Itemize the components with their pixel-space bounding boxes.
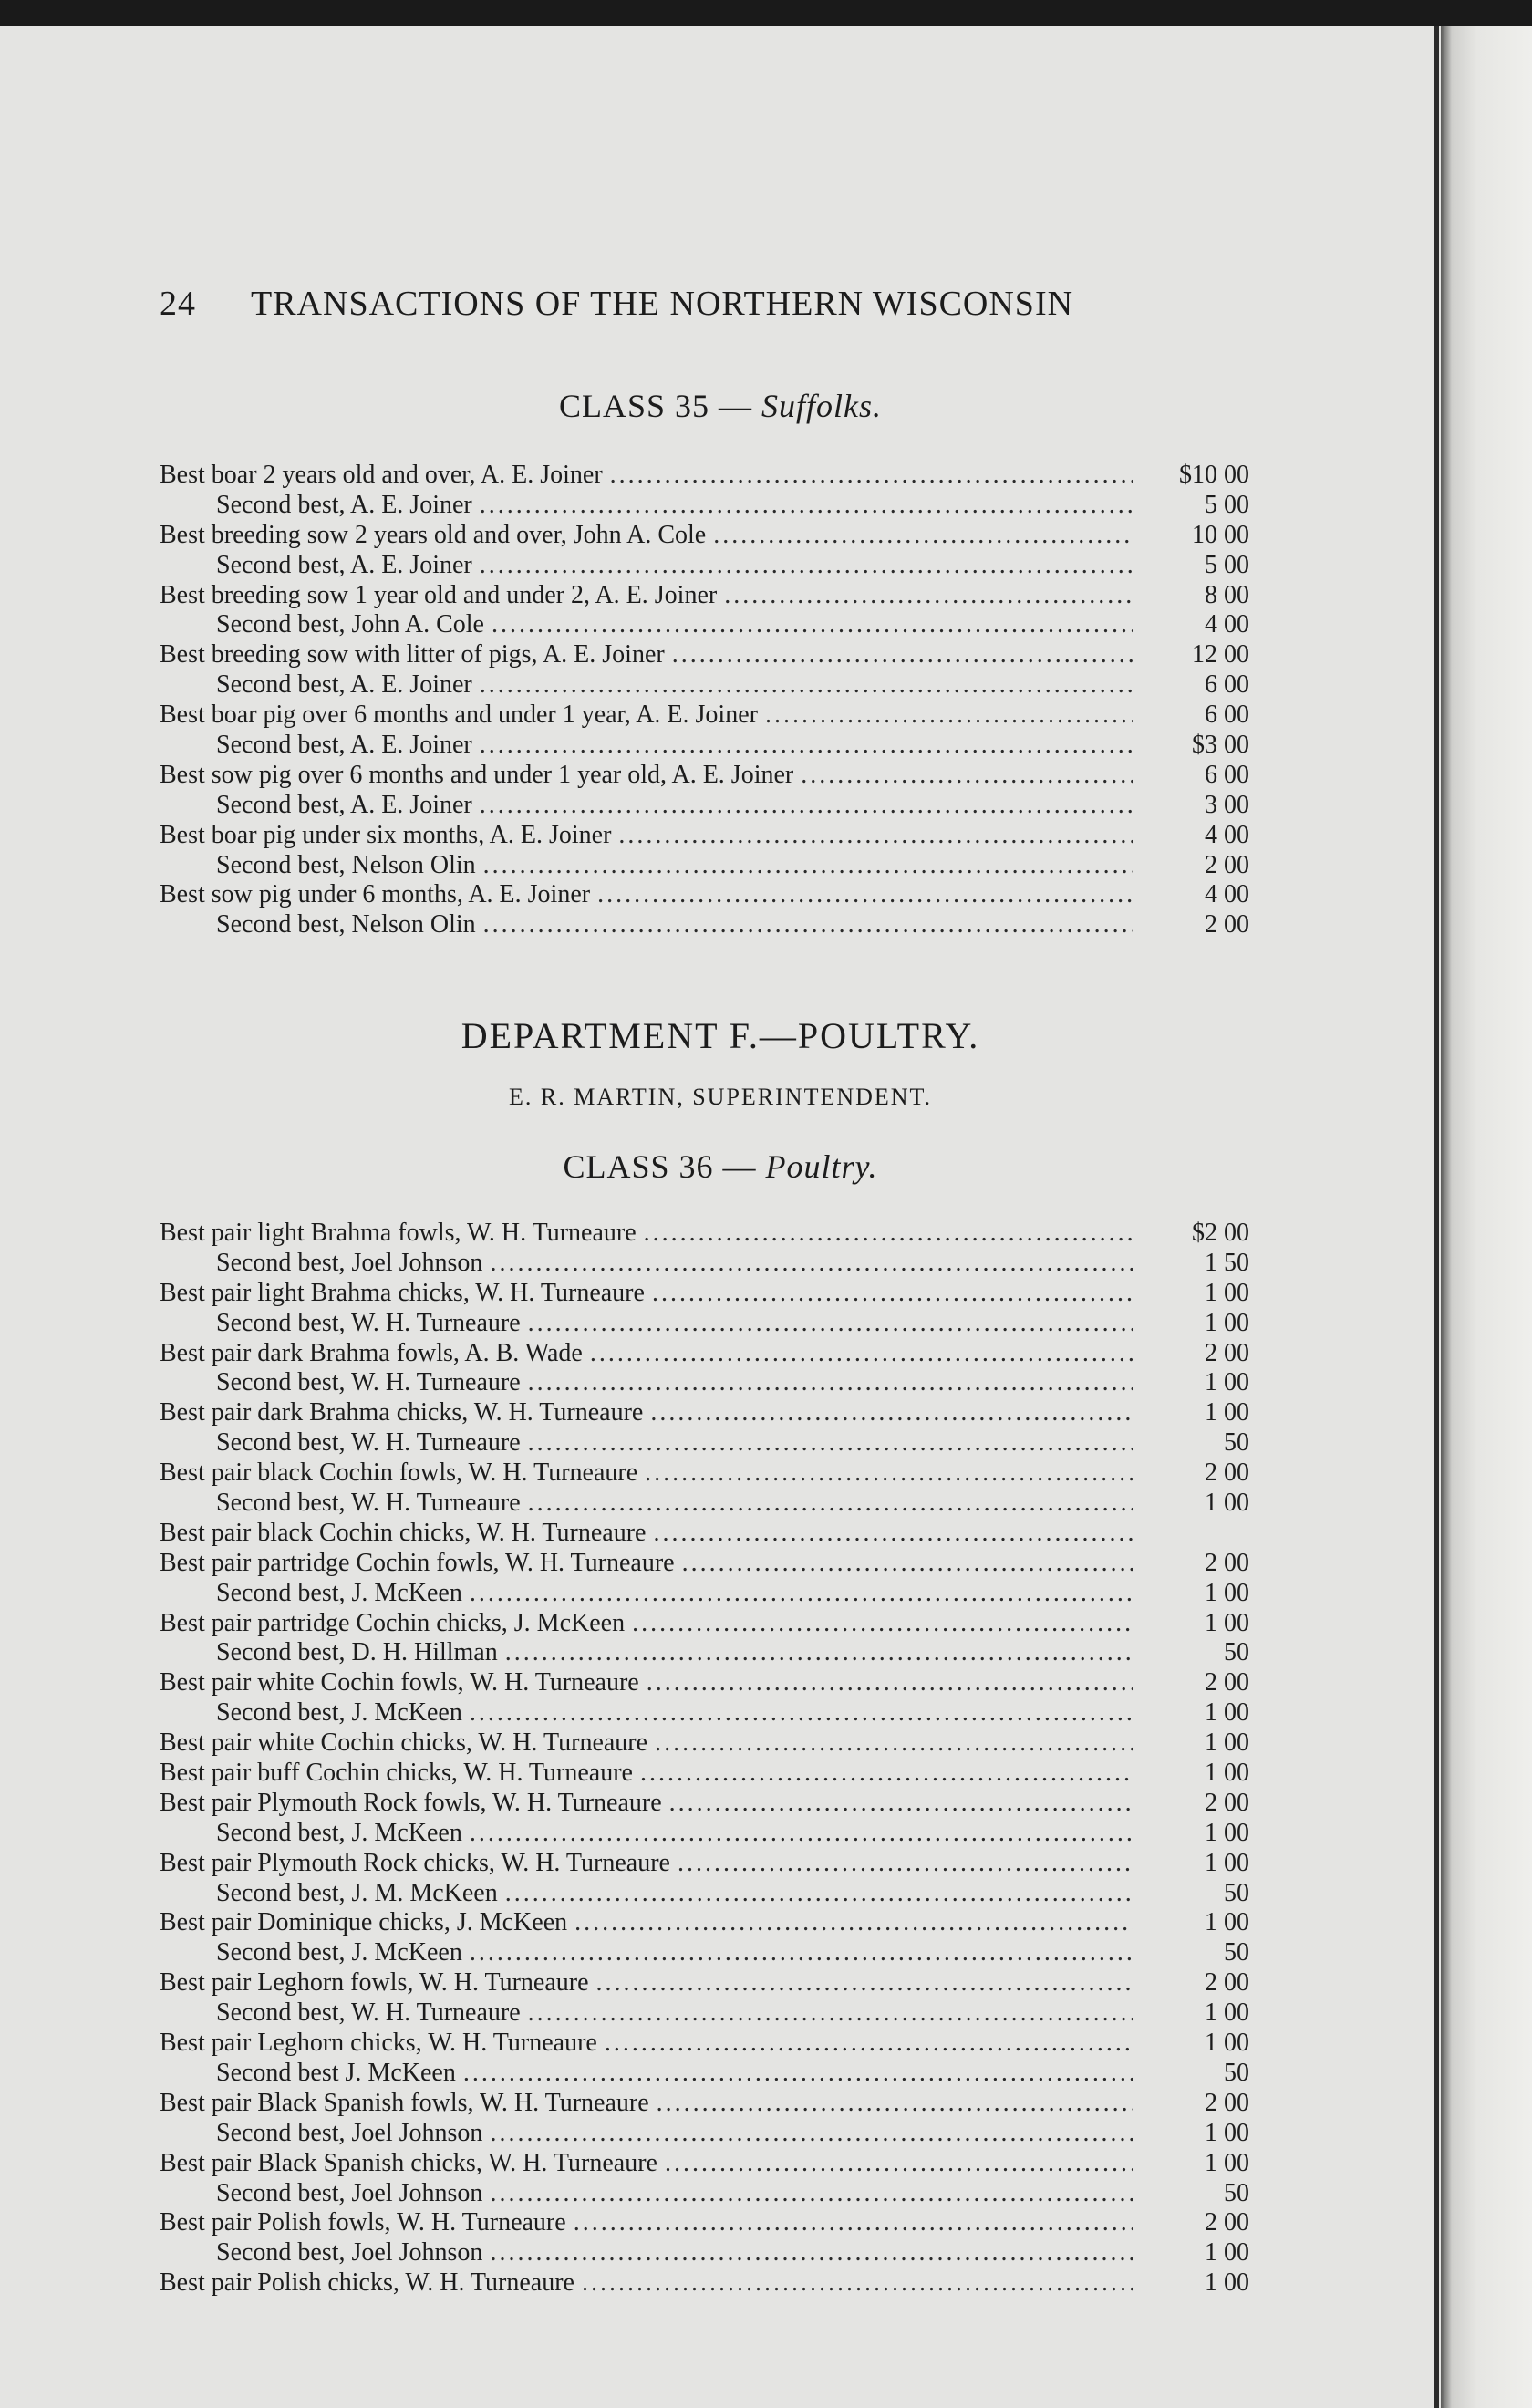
entry-label: Second best, J. M. McKeen xyxy=(216,1878,498,1907)
leader-dots xyxy=(596,1968,1133,1998)
entry-label: Second best, John A. Cole xyxy=(216,610,484,639)
premium-entry xyxy=(160,791,1249,821)
leader-dots xyxy=(640,1759,1133,1789)
entry-amount: 1 00 xyxy=(1205,1759,1249,1788)
entry-amount: 1 00 xyxy=(1205,1818,1249,1847)
entry-label: Second best, Joel Johnson xyxy=(216,2178,483,2207)
leader-dots xyxy=(650,1398,1133,1428)
entry-amount: 1 00 xyxy=(1205,1489,1249,1518)
entry-amount: 2 00 xyxy=(1205,1668,1249,1697)
entry-amount: 2 00 xyxy=(1205,2088,1249,2117)
entry-label: Second best J. McKeen xyxy=(216,2058,456,2087)
entry-amount: 4 00 xyxy=(1205,820,1249,849)
entry-label: Second best, W. H. Turneaure xyxy=(216,1308,521,1337)
leader-dots xyxy=(765,701,1133,731)
premium-entry xyxy=(160,1339,1249,1369)
entry-amount: 1 00 xyxy=(1205,1398,1249,1427)
leader-dots xyxy=(483,851,1133,881)
leader-dots xyxy=(528,1309,1133,1339)
entry-amount: 6 00 xyxy=(1205,670,1249,700)
entry-amount: 2 00 xyxy=(1205,2208,1249,2237)
entry-label: Second best, D. H. Hillman xyxy=(216,1638,498,1667)
premium-entry xyxy=(160,1519,1249,1549)
class-36-heading: CLASS 36 — Poultry. xyxy=(563,1148,878,1185)
entry-label: Best pair Leghorn chicks, W. H. Turneaure xyxy=(160,2029,597,2058)
entry-amount: 1 00 xyxy=(1205,1368,1249,1397)
superintendent-line: E. R. MARTIN, SUPERINTENDENT. xyxy=(509,1084,932,1110)
premium-entry xyxy=(160,761,1249,791)
page-number: 24 xyxy=(160,285,196,323)
leader-dots xyxy=(490,2179,1133,2209)
entry-label: Best pair black Cochin fowls, W. H. Turneaure xyxy=(160,1458,638,1488)
entry-label: Second best, A. E. Joiner xyxy=(216,490,472,519)
premium-entry xyxy=(160,1309,1249,1339)
entry-label: Best breeding sow 1 year old and under 2, A. E. Joiner xyxy=(160,580,718,609)
entry-label: Best pair light Brahma chicks, W. H. Turneaure xyxy=(160,1278,645,1307)
entry-amount: 1 00 xyxy=(1205,1998,1249,2028)
entry-amount: 4 00 xyxy=(1205,880,1249,909)
premium-entry xyxy=(160,2238,1249,2268)
leader-dots xyxy=(480,670,1133,701)
premium-entry xyxy=(160,1938,1249,1968)
entry-amount: 1 00 xyxy=(1205,2268,1249,2298)
running-header xyxy=(160,284,1217,324)
premium-entry xyxy=(160,551,1249,581)
entry-amount: $10 00 xyxy=(1179,461,1249,489)
premium-entry xyxy=(160,1489,1249,1519)
leader-dots xyxy=(597,880,1133,910)
entry-amount: 50 xyxy=(1224,2178,1249,2207)
entry-label: Best pair white Cochin fowls, W. H. Turneaure xyxy=(160,1668,639,1697)
book-page xyxy=(0,26,1441,2408)
premium-entry xyxy=(160,1638,1249,1668)
premium-entry xyxy=(160,2059,1249,2089)
entry-amount: 2 00 xyxy=(1205,1968,1249,1998)
entry-amount: $2 00 xyxy=(1192,1219,1249,1247)
entry-amount: 4 00 xyxy=(1205,610,1249,639)
premium-entry xyxy=(160,670,1249,701)
entry-amount: 6 00 xyxy=(1205,760,1249,789)
entry-label: Best breeding sow 2 years old and over, John A. Cole xyxy=(160,520,707,549)
leader-dots xyxy=(470,1938,1133,1968)
entry-amount: 1 00 xyxy=(1205,2029,1249,2058)
entry-label: Best boar pig under six months, A. E. Joiner xyxy=(160,820,612,849)
entry-label: Best pair Leghorn fowls, W. H. Turneaure xyxy=(160,1968,589,1998)
binding-shadow xyxy=(1434,26,1439,2408)
entry-label: Second best, J. McKeen xyxy=(216,1578,462,1607)
entry-label: Best pair Plymouth Rock fowls, W. H. Turneaure xyxy=(160,1788,662,1817)
entry-amount: 5 00 xyxy=(1205,490,1249,519)
leader-dots xyxy=(505,1638,1133,1668)
premium-entry xyxy=(160,1219,1249,1249)
entry-label: Best pair dark Brahma chicks, W. H. Turneaure xyxy=(160,1398,644,1427)
page-edge xyxy=(1441,26,1532,2408)
leader-dots xyxy=(647,1668,1133,1698)
entry-label: Best sow pig over 6 months and under 1 year old, A. E. Joiner xyxy=(160,760,794,789)
premium-entry xyxy=(160,1789,1249,1819)
leader-dots xyxy=(678,1849,1133,1879)
entry-label: Best pair Black Spanish fowls, W. H. Turneaure xyxy=(160,2088,649,2117)
premium-entry xyxy=(160,1908,1249,1938)
premium-entry xyxy=(160,2268,1249,2299)
entry-amount: 50 xyxy=(1224,2058,1249,2087)
entry-label: Best pair white Cochin chicks, W. H. Turneaure xyxy=(160,1728,648,1758)
leader-dots xyxy=(645,1458,1133,1489)
premium-entry xyxy=(160,521,1249,551)
leader-dots xyxy=(682,1549,1133,1579)
entry-label: Second best, W. H. Turneaure xyxy=(216,1489,521,1518)
entry-amount: 1 00 xyxy=(1205,1698,1249,1728)
leader-dots xyxy=(490,1249,1133,1279)
leader-dots xyxy=(582,2268,1133,2299)
entry-amount: 50 xyxy=(1224,1938,1249,1967)
entry-amount: 12 00 xyxy=(1192,640,1249,669)
premium-entry xyxy=(160,731,1249,761)
entry-amount: 1 00 xyxy=(1205,2118,1249,2147)
entry-amount: 8 00 xyxy=(1205,580,1249,609)
entry-label: Best pair Dominique chicks, J. McKeen xyxy=(160,1908,568,1937)
leader-dots xyxy=(653,1519,1133,1549)
premium-entry xyxy=(160,1879,1249,1909)
entry-amount: 2 00 xyxy=(1205,1548,1249,1577)
leader-dots xyxy=(801,761,1133,791)
premium-entry xyxy=(160,640,1249,670)
entry-amount: 1 00 xyxy=(1205,2238,1249,2268)
leader-dots xyxy=(669,1789,1133,1819)
entry-label: Best pair buff Cochin chicks, W. H. Turneaure xyxy=(160,1759,633,1788)
leader-dots xyxy=(574,2208,1133,2238)
premium-entry xyxy=(160,701,1249,731)
entry-label: Second best, J. McKeen xyxy=(216,1938,462,1967)
entry-label: Second best, J. McKeen xyxy=(216,1698,462,1728)
entry-amount: 1 00 xyxy=(1205,1908,1249,1937)
premium-entry xyxy=(160,2089,1249,2119)
leader-dots xyxy=(605,2029,1133,2059)
entry-label: Best boar 2 years old and over, A. E. Joiner xyxy=(160,461,603,489)
premium-entry xyxy=(160,1728,1249,1759)
entry-label: Second best, Nelson Olin xyxy=(216,850,476,879)
entry-label: Second best, W. H. Turneaure xyxy=(216,1368,521,1397)
entry-amount: 1 00 xyxy=(1205,1848,1249,1877)
leader-dots xyxy=(657,2089,1133,2119)
premium-entry xyxy=(160,1698,1249,1728)
premium-entry xyxy=(160,610,1249,640)
leader-dots xyxy=(470,1698,1133,1728)
entry-amount: 1 00 xyxy=(1205,2148,1249,2177)
leader-dots xyxy=(665,2149,1133,2179)
entry-label: Best pair light Brahma fowls, W. H. Turneaure xyxy=(160,1219,637,1247)
entry-amount: 2 00 xyxy=(1205,1338,1249,1367)
leader-dots xyxy=(574,1908,1133,1938)
entry-amount: 6 00 xyxy=(1205,701,1249,730)
entry-label: Second best, A. E. Joiner xyxy=(216,670,472,700)
leader-dots xyxy=(480,551,1133,581)
premium-entry xyxy=(160,1759,1249,1789)
entry-label: Best pair dark Brahma fowls, A. B. Wade xyxy=(160,1338,583,1367)
entry-label: Best breeding sow with litter of pigs, A. E. Joiner xyxy=(160,640,665,669)
entry-amount: 5 00 xyxy=(1205,550,1249,579)
premium-entry xyxy=(160,2208,1249,2238)
entry-label: Best pair black Cochin chicks, W. H. Turneaure xyxy=(160,1518,647,1547)
premium-entry xyxy=(160,2149,1249,2179)
premium-entry xyxy=(160,2119,1249,2149)
entry-label: Best pair Polish chicks, W. H. Turneaure xyxy=(160,2268,574,2298)
entry-label: Second best, Joel Johnson xyxy=(216,2118,483,2147)
premium-entry xyxy=(160,1249,1249,1279)
entry-label: Second best, A. E. Joiner xyxy=(216,790,472,819)
leader-dots xyxy=(644,1219,1133,1249)
premium-entry xyxy=(160,1549,1249,1579)
entry-label: Best pair partridge Cochin chicks, J. McKeen xyxy=(160,1608,626,1637)
leader-dots xyxy=(483,910,1133,940)
leader-dots xyxy=(480,791,1133,821)
leader-dots xyxy=(713,521,1133,551)
entry-label: Second best, Joel Johnson xyxy=(216,2238,483,2268)
leader-dots xyxy=(470,1579,1133,1609)
leader-dots xyxy=(652,1279,1133,1309)
premium-entry xyxy=(160,1458,1249,1489)
entry-label: Best pair Black Spanish chicks, W. H. Turneaure xyxy=(160,2148,657,2177)
leader-dots xyxy=(480,491,1133,521)
premium-entry xyxy=(160,1609,1249,1639)
premium-entry xyxy=(160,461,1249,491)
class-35-heading: CLASS 35 — Suffolks. xyxy=(558,388,883,424)
premium-entry xyxy=(160,1428,1249,1458)
premium-entry xyxy=(160,491,1249,521)
premium-entry xyxy=(160,1998,1249,2029)
class-35-premium-list xyxy=(160,461,1249,940)
premium-entry xyxy=(160,581,1249,611)
entry-amount: 2 00 xyxy=(1205,1458,1249,1488)
leader-dots xyxy=(618,821,1133,851)
premium-entry xyxy=(160,851,1249,881)
leader-dots xyxy=(490,2119,1133,2149)
leader-dots xyxy=(528,1489,1133,1519)
entry-label: Second best, A. E. Joiner xyxy=(216,731,472,760)
entry-amount: 1 00 xyxy=(1205,1728,1249,1758)
leader-dots xyxy=(528,1428,1133,1458)
leader-dots xyxy=(590,1339,1133,1369)
entry-amount: 1 00 xyxy=(1205,1578,1249,1607)
entry-amount: 50 xyxy=(1224,1878,1249,1907)
entry-amount: 50 xyxy=(1224,1428,1249,1458)
leader-dots xyxy=(463,2059,1133,2089)
class-36-premium-list xyxy=(160,1219,1249,2299)
leader-dots xyxy=(610,461,1133,491)
entry-amount: 50 xyxy=(1224,1638,1249,1667)
premium-entry xyxy=(160,1398,1249,1428)
leader-dots xyxy=(505,1879,1133,1909)
running-title: TRANSACTIONS OF THE NORTHERN WISCONSIN xyxy=(251,285,1074,323)
entry-amount: 3 00 xyxy=(1205,790,1249,819)
entry-label: Second best, J. McKeen xyxy=(216,1818,462,1847)
entry-label: Second best, W. H. Turneaure xyxy=(216,1428,521,1458)
entry-label: Second best, Joel Johnson xyxy=(216,1248,483,1277)
premium-entry xyxy=(160,1279,1249,1309)
leader-dots xyxy=(528,1368,1133,1398)
leader-dots xyxy=(492,610,1133,640)
entry-label: Second best, Nelson Olin xyxy=(216,910,476,939)
leader-dots xyxy=(724,581,1133,611)
premium-entry xyxy=(160,1819,1249,1849)
entry-amount: 2 00 xyxy=(1205,1788,1249,1817)
entry-amount: 1 00 xyxy=(1205,1308,1249,1337)
entry-label: Best pair Plymouth Rock chicks, W. H. Turneaure xyxy=(160,1848,670,1877)
premium-entry xyxy=(160,2029,1249,2059)
leader-dots xyxy=(632,1609,1133,1639)
leader-dots xyxy=(655,1728,1133,1759)
premium-entry xyxy=(160,1368,1249,1398)
leader-dots xyxy=(528,1998,1133,2029)
premium-entry xyxy=(160,1968,1249,1998)
department-heading: DEPARTMENT F.—POULTRY. xyxy=(461,1015,980,1056)
leader-dots xyxy=(470,1819,1133,1849)
premium-entry xyxy=(160,2179,1249,2209)
entry-label: Second best, A. E. Joiner xyxy=(216,550,472,579)
premium-entry xyxy=(160,880,1249,910)
entry-label: Best pair Polish fowls, W. H. Turneaure xyxy=(160,2208,566,2237)
premium-entry xyxy=(160,910,1249,940)
leader-dots xyxy=(672,640,1133,670)
premium-entry xyxy=(160,1579,1249,1609)
leader-dots xyxy=(490,2238,1133,2268)
premium-entry xyxy=(160,1849,1249,1879)
entry-amount: 1 50 xyxy=(1205,1248,1249,1277)
entry-label: Best sow pig under 6 months, A. E. Joiner xyxy=(160,880,591,909)
entry-label: Best pair partridge Cochin fowls, W. H. Turneaure xyxy=(160,1548,675,1577)
entry-amount: 1 00 xyxy=(1205,1608,1249,1637)
leader-dots xyxy=(480,731,1133,761)
premium-entry xyxy=(160,1668,1249,1698)
entry-amount: 10 00 xyxy=(1192,520,1249,549)
entry-amount: 2 00 xyxy=(1205,910,1249,939)
premium-entry xyxy=(160,821,1249,851)
entry-label: Second best, W. H. Turneaure xyxy=(216,1998,521,2028)
entry-amount: $3 00 xyxy=(1192,731,1249,760)
entry-amount: 1 00 xyxy=(1205,1278,1249,1307)
entry-label: Best boar pig over 6 months and under 1 year, A. E. Joiner xyxy=(160,701,758,730)
entry-amount: 2 00 xyxy=(1205,850,1249,879)
